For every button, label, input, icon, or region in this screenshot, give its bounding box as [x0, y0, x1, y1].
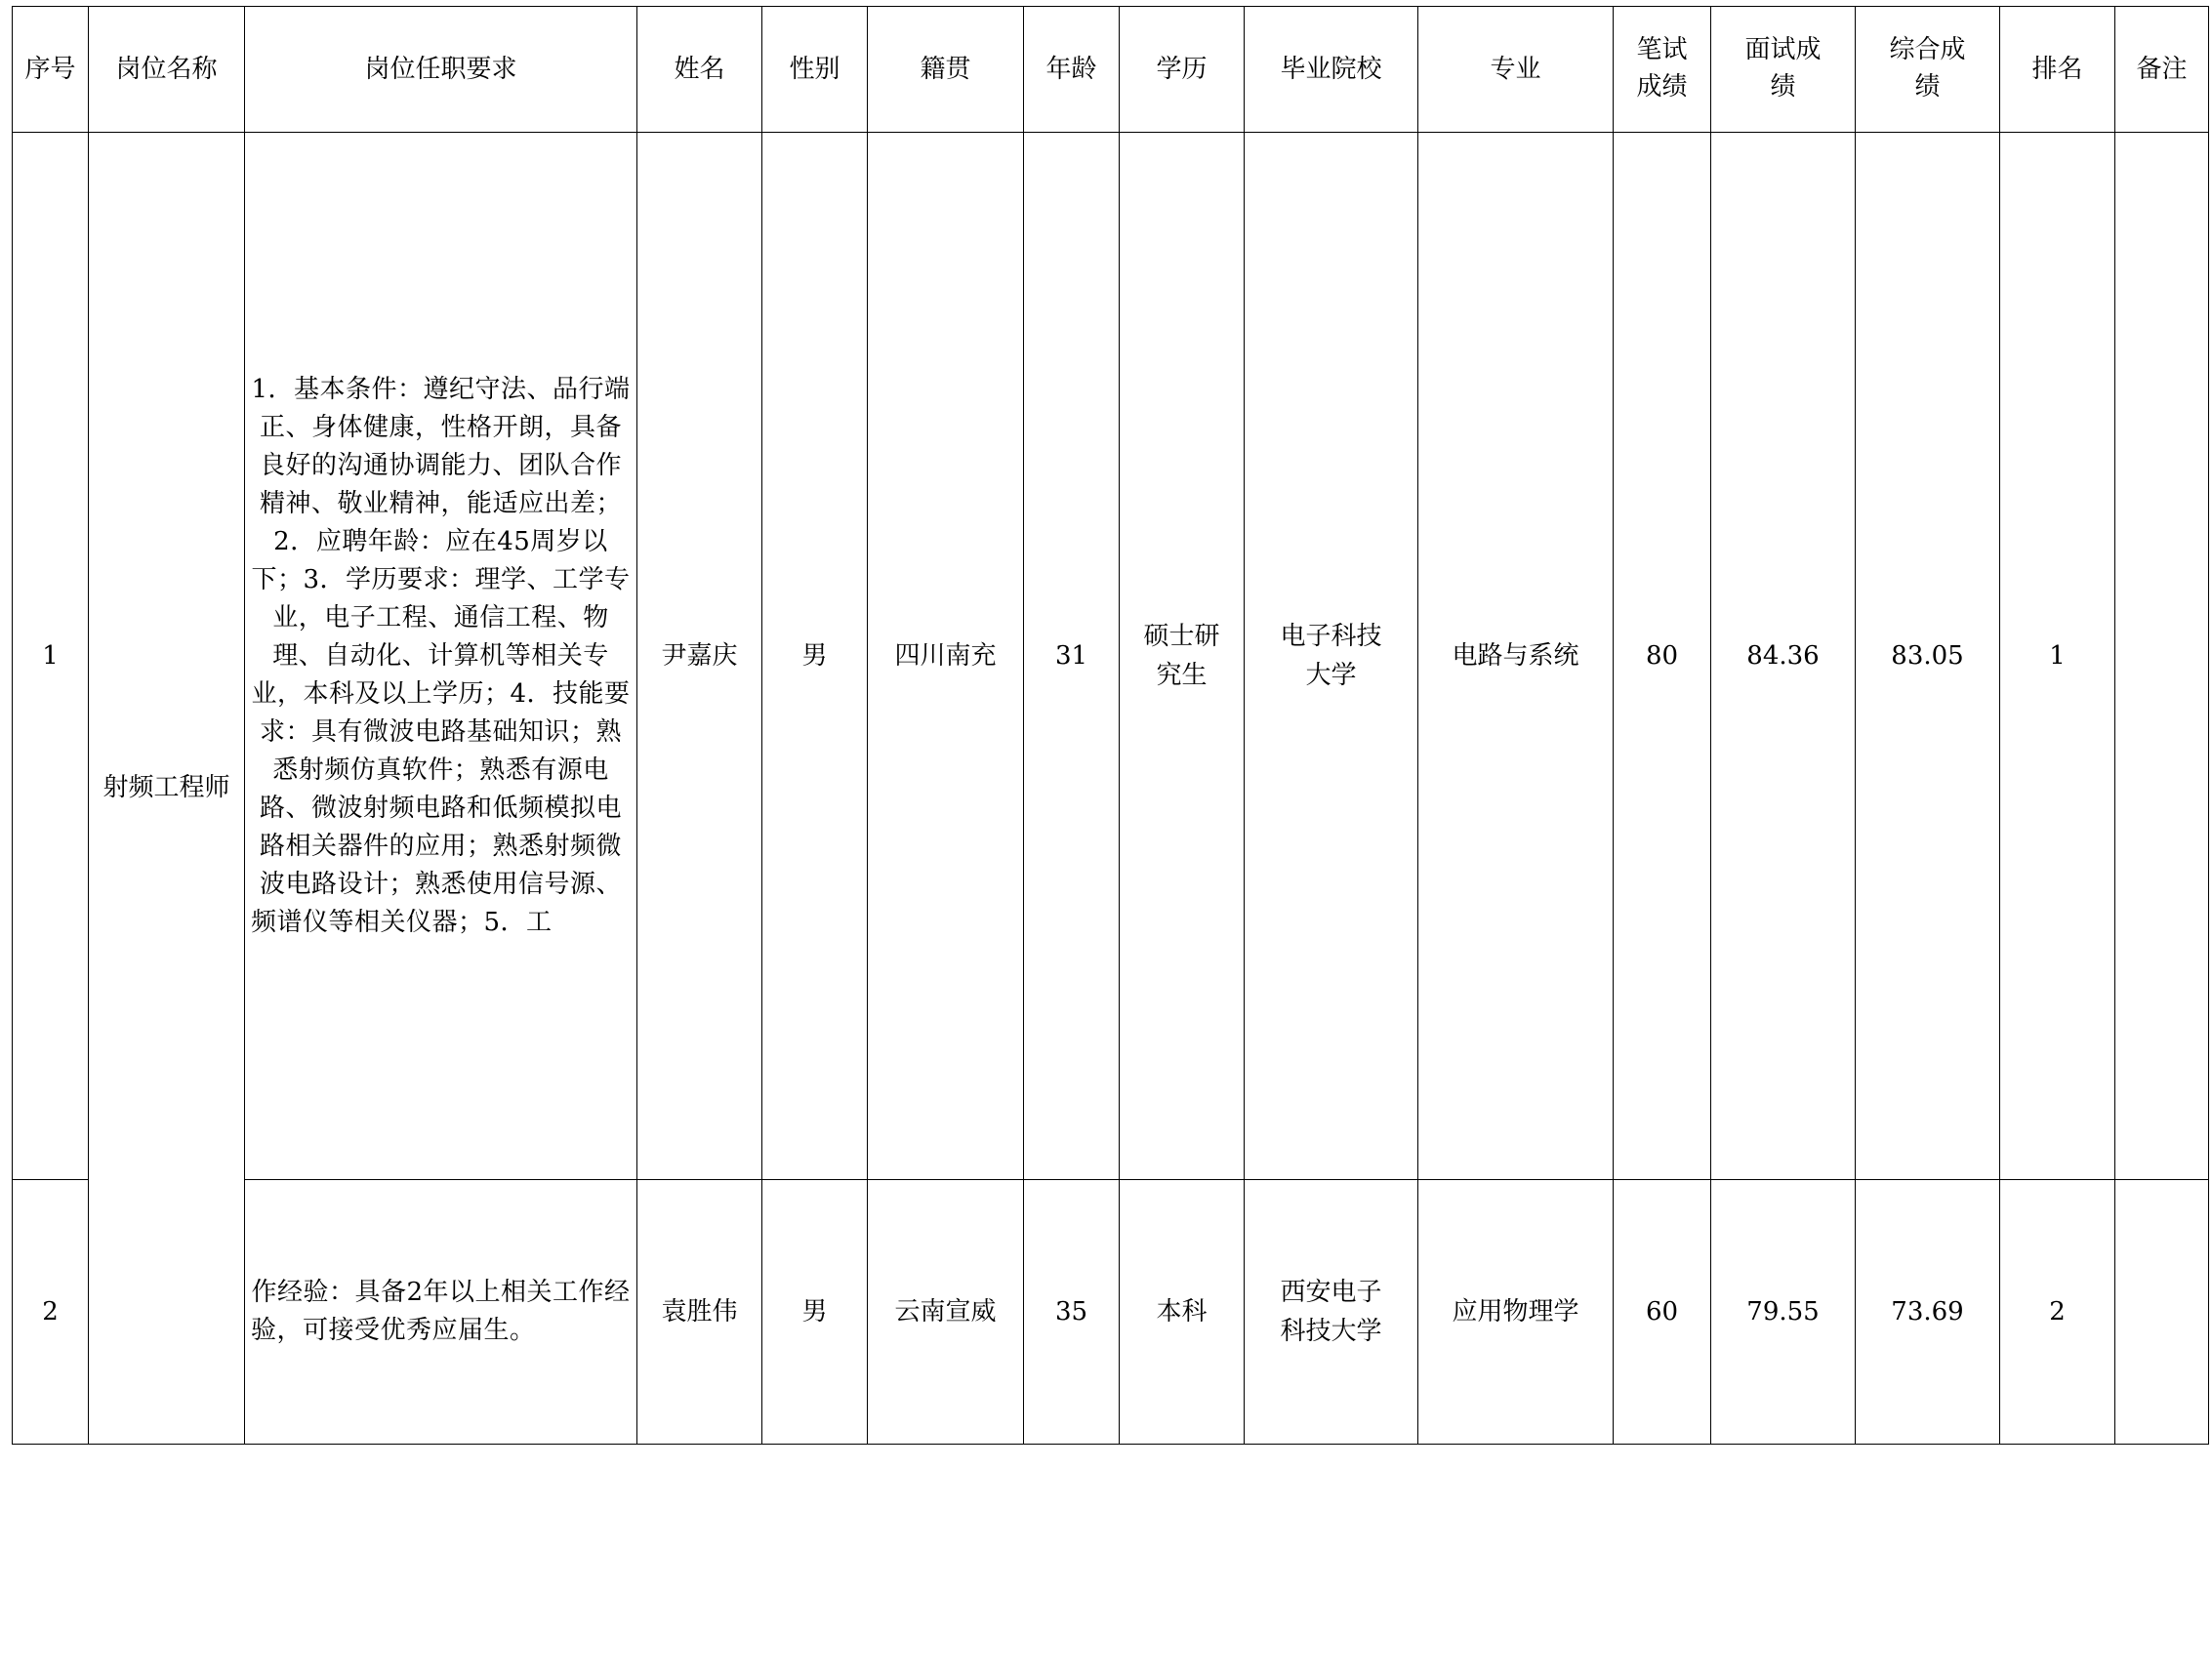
header-label-major: 专业: [1490, 54, 1541, 84]
column-header-gender: [762, 7, 868, 133]
cell-remark: [2115, 1180, 2209, 1445]
header-label-school: 毕业院校: [1280, 54, 1382, 84]
column-header-remark: [2115, 7, 2209, 133]
cell-education-line2: 究生: [1156, 661, 1208, 690]
header-label-origin: 籍贯: [920, 54, 971, 84]
header-label-interview-line1: 面试成: [1744, 35, 1822, 65]
header-label-post: 岗位名称: [115, 54, 218, 84]
column-header-major: [1418, 7, 1614, 133]
cell-rank: 1: [2000, 133, 2115, 1180]
cell-overall-score: 73.69: [1856, 1180, 2000, 1445]
cell-origin: 云南宣威: [868, 1180, 1024, 1445]
cell-written-score: 80: [1614, 133, 1711, 1180]
cell-gender: 男: [762, 1180, 868, 1445]
cell-education: [1120, 133, 1245, 1180]
header-label-written-line2: 成绩: [1636, 72, 1688, 102]
cell-gender: 男: [762, 133, 868, 1180]
cell-school-line1: 电子科技: [1280, 621, 1382, 651]
cell-overall-score: 83.05: [1856, 133, 2000, 1180]
cell-school: [1245, 133, 1418, 1180]
recruitment-results-table: [12, 6, 2209, 1445]
header-label-name: 姓名: [674, 54, 725, 84]
cell-school-line2: 大学: [1305, 661, 1357, 690]
cell-school: [1245, 1180, 1418, 1445]
cell-school-line1: 西安电子: [1280, 1277, 1382, 1307]
cell-major: 应用物理学: [1418, 1180, 1614, 1445]
cell-major: 电路与系统: [1418, 133, 1614, 1180]
column-header-post: [89, 7, 245, 133]
column-header-origin: [868, 7, 1024, 133]
column-header-written-score: [1614, 7, 1711, 133]
cell-requirements-continued: 作经验：具备2年以上相关工作经验，可接受优秀应届生。: [245, 1180, 637, 1445]
cell-name: 袁胜伟: [637, 1180, 762, 1445]
column-header-name: [637, 7, 762, 133]
table-header: [13, 7, 2209, 133]
header-label-seq: 序号: [24, 54, 76, 84]
cell-interview-score: 79.55: [1711, 1180, 1856, 1445]
header-label-overall-line1: 综合成: [1889, 35, 1966, 65]
header-label-rank: 排名: [2031, 54, 2083, 84]
column-header-education: [1120, 7, 1245, 133]
cell-written-score: 60: [1614, 1180, 1711, 1445]
header-label-education: 学历: [1156, 54, 1208, 84]
column-header-interview-score: [1711, 7, 1856, 133]
cell-origin: 四川南充: [868, 133, 1024, 1180]
cell-school-line2: 科技大学: [1280, 1317, 1382, 1346]
header-label-requirements: 岗位任职要求: [364, 54, 517, 84]
header-label-remark: 备注: [2136, 54, 2188, 84]
header-label-age: 年龄: [1045, 54, 1097, 84]
table-row: [13, 133, 2209, 1180]
table-body: [13, 133, 2209, 1445]
cell-post-name: 射频工程师: [89, 133, 245, 1445]
cell-remark: [2115, 133, 2209, 1180]
cell-interview-score: 84.36: [1711, 133, 1856, 1180]
column-header-rank: [2000, 7, 2115, 133]
table-header-row: [13, 7, 2209, 133]
cell-seq: 1: [13, 133, 89, 1180]
cell-age: 31: [1024, 133, 1120, 1180]
cell-age: 35: [1024, 1180, 1120, 1445]
header-label-gender: 性别: [789, 54, 840, 84]
cell-education: [1120, 1180, 1245, 1445]
cell-seq: 2: [13, 1180, 89, 1445]
cell-rank: 2: [2000, 1180, 2115, 1445]
cell-requirements: 1．基本条件：遵纪守法、品行端正、身体健康，性格开朗，具备良好的沟通协调能力、团队合作精神、敬业精神，能适应出差；2．应聘年龄：应在45周岁以下；3．学历要求：理学、工学专业，电子工程、通信工程、物理、自动化、计算机等相关专业，本科及以上学历；4．技能要求：具有微波电路基础知识；熟悉射频仿真软件；熟悉有源电路、微波射频电路和低频模拟电路相关器件的应用；熟悉射频微波电路设计；熟悉使用信号源、频谱仪等相关仪器；5．工: [245, 133, 637, 1180]
column-header-overall-score: [1856, 7, 2000, 133]
column-header-age: [1024, 7, 1120, 133]
column-header-seq: [13, 7, 89, 133]
table-row: [13, 1180, 2209, 1445]
header-label-interview-line2: 绩: [1770, 72, 1796, 102]
cell-name: 尹嘉庆: [637, 133, 762, 1180]
column-header-requirements: [245, 7, 637, 133]
cell-education-line1: 本科: [1156, 1296, 1208, 1326]
header-label-written-line1: 笔试: [1636, 35, 1688, 65]
header-label-overall-line2: 绩: [1914, 72, 1941, 102]
column-header-school: [1245, 7, 1418, 133]
cell-education-line1: 硕士研: [1143, 621, 1220, 651]
